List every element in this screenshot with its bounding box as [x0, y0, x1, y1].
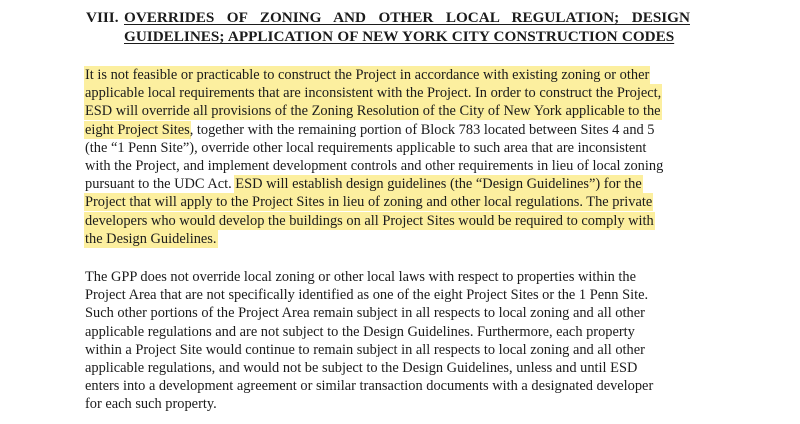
paragraph-line: Project Area that are not specifically identified as one of the eight Project Sites or the 1 Penn Site.: [85, 287, 649, 304]
highlighted-text: the Design Guidelines.: [85, 230, 217, 247]
text-segment: (the “1 Penn Site”), override other local requirements applicable to such area that are inconsistent: [85, 139, 647, 156]
section-title-line-2: GUIDELINES; APPLICATION OF NEW YORK CITY CONSTRUCTION CODES: [124, 28, 675, 45]
section-number: VIII.: [86, 9, 119, 26]
paragraph-line: within a Project Site would continue to remain subject in all respects to local zoning and all other: [85, 341, 645, 358]
highlighted-text: It is not feasible or practicable to construct the Project in accordance with existing zoning or other: [85, 67, 650, 83]
paragraph-line: applicable regulations, and would not be subject to the Design Guidelines, unless and until ESD: [85, 360, 638, 376]
highlighted-text: developers who would develop the buildings on all Project Sites would be required to comply with: [85, 212, 654, 229]
highlighted-text: ESD will override all provisions of the Zoning Resolution of the City of New York applicable to the: [85, 103, 661, 120]
paragraph-line: enters into a development agreement or similar transaction documents with a designated developer: [85, 378, 654, 395]
paragraph-line: [85, 84, 661, 102]
text-segment: with the Project, and implement development controls and other requirements in lieu of local zoning: [85, 158, 664, 174]
paragraph-line: applicable regulations and are not subject to the Design Guidelines. Furthermore, each property: [85, 323, 635, 340]
paragraph-line: [85, 193, 652, 211]
text-segment: , together with the remaining portion of Block 783 located between Sites 4 and 5: [189, 121, 655, 138]
paragraph-line: The GPP does not override local zoning or other local laws with respect to properties within the: [85, 269, 636, 285]
paragraph-line: [85, 66, 649, 84]
section-title-line-1: OVERRIDES OF ZONING AND OTHER LOCAL REGULATION; DESIGN: [124, 9, 690, 26]
paragraph-line: [85, 139, 646, 157]
paragraph-line: [85, 157, 663, 175]
paragraph-line: [85, 102, 661, 120]
paragraph-line: [85, 121, 655, 139]
highlighted-text: eight Project Sites: [85, 121, 190, 138]
paragraph-line: Such other portions of the Project Area remain subject in all respects to local zoning and all other: [85, 305, 645, 322]
highlighted-text: ESD will establish design guidelines (the “Design Guidelines”) for the: [235, 176, 642, 193]
text-segment: pursuant to the UDC Act.: [85, 176, 236, 193]
paragraph-line: for each such property.: [85, 396, 217, 413]
paragraph-line: [85, 212, 654, 230]
paragraph-line: [85, 175, 642, 193]
highlighted-text: Project that will apply to the Project Sites in lieu of zoning and other local regulations. The private: [85, 194, 653, 211]
highlighted-text: applicable local requirements that are inconsistent with the Project. In order to construct the Project,: [85, 85, 662, 102]
paragraph-line: [85, 230, 217, 248]
